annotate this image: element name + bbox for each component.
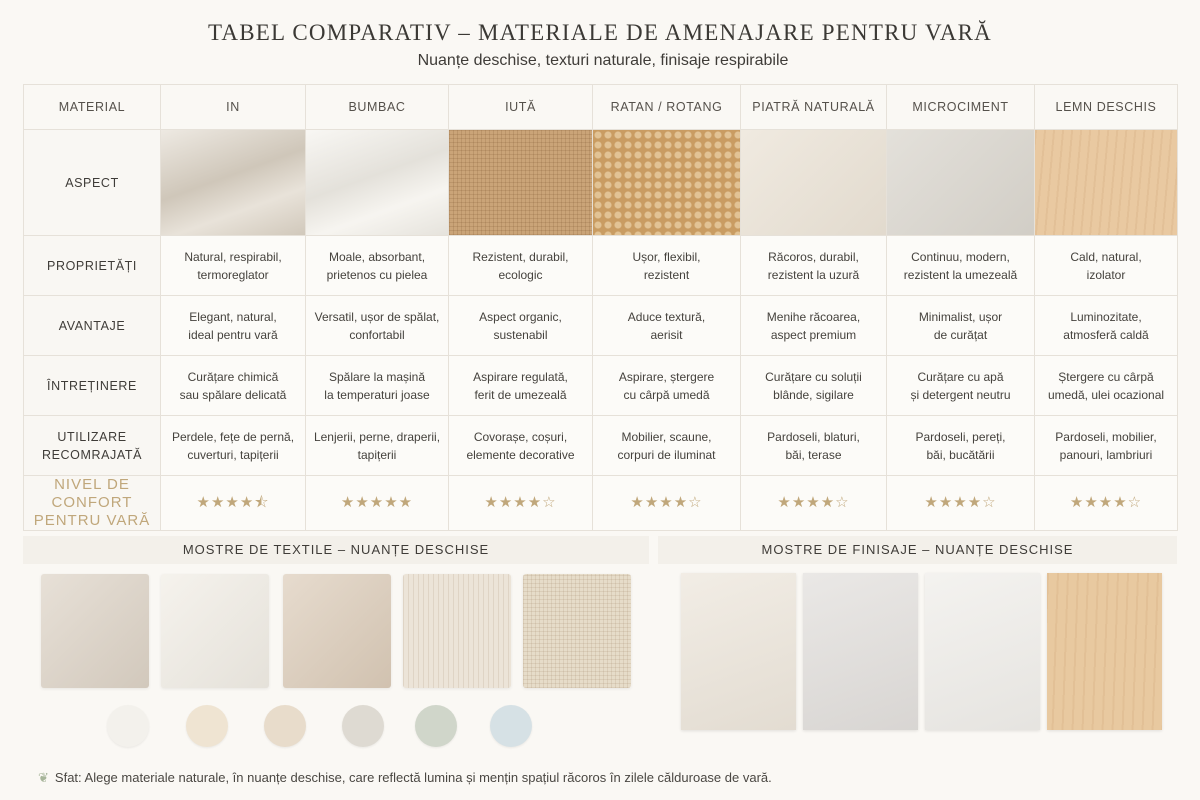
text-line: aerisit: [650, 327, 683, 342]
texture-swatch: [887, 130, 1034, 235]
star-rating: [161, 476, 306, 531]
text-line: sau spălare delicată: [179, 387, 287, 402]
table-cell: [306, 356, 449, 416]
row-label: [24, 476, 161, 531]
text-line: Versatil, ușor de spălat,: [314, 309, 440, 324]
fabric-swatch: [523, 574, 631, 688]
star-icons: ★★★★★: [340, 494, 414, 511]
table-cell: [1035, 356, 1178, 416]
text-line: Covorașe, coșuri,: [473, 429, 568, 444]
text-line: izolator: [1086, 267, 1126, 282]
leaf-icon: ❦: [38, 770, 49, 785]
star-rating: [449, 476, 593, 531]
color-dot: [186, 705, 228, 747]
text-line: Lenjerii, perne, draperii,: [313, 429, 441, 444]
text-line: ferit de umezeală: [474, 387, 567, 402]
star-icons: ★★★★☆: [484, 494, 557, 511]
color-dot: [342, 705, 384, 747]
text-line: AVANTAJE: [58, 318, 126, 333]
text-line: și detergent neutru: [910, 387, 1011, 402]
color-dot: [107, 705, 149, 747]
texture-swatch: [593, 130, 740, 235]
aspect-cell: [741, 130, 887, 236]
column-header-material: PIATRĂ NATURALĂ: [741, 85, 887, 130]
text-line: RECOMRAJATĂ: [41, 447, 143, 462]
table-cell: [593, 296, 741, 356]
text-line: corpuri de iluminat: [617, 447, 716, 462]
finish-panel: [925, 573, 1040, 730]
table-row: [24, 356, 1178, 416]
table-cell: [161, 356, 306, 416]
text-line: blânde, sigilare: [773, 387, 854, 402]
star-rating: [1035, 476, 1178, 531]
text-line: cuverturi, tapițerii: [187, 447, 279, 462]
text-line: Curățare chimică: [187, 369, 279, 384]
text-line: UTILIZARE: [57, 429, 127, 444]
table-cell: [306, 236, 449, 296]
comfort-row: [24, 476, 1178, 531]
column-header-material: RATAN / ROTANG: [593, 85, 741, 130]
table-row: [24, 416, 1178, 476]
text-line: Perdele, fețe de pernă,: [171, 429, 295, 444]
finish-panel: [803, 573, 918, 730]
text-line: Curățare cu apă: [917, 369, 1004, 384]
row-label: [24, 296, 161, 356]
text-line: sustenabil: [493, 327, 548, 342]
column-header-material: MICROCIMENT: [887, 85, 1035, 130]
text-line: rezistent la umezeală: [903, 267, 1018, 282]
aspect-cell: [1035, 130, 1178, 236]
text-line: Cald, natural,: [1070, 249, 1142, 264]
text-line: Luminozitate,: [1070, 309, 1142, 324]
aspect-cell: [593, 130, 741, 236]
text-line: băi, terase: [785, 447, 842, 462]
table-cell: [1035, 296, 1178, 356]
column-header-material: MATERIAL: [24, 85, 161, 130]
text-line: Moale, absorbant,: [328, 249, 426, 264]
finish-panel: [1047, 573, 1162, 730]
text-line: Menihe răcoarea,: [766, 309, 861, 324]
color-dot: [264, 705, 306, 747]
row-label: [24, 236, 161, 296]
column-header-material: IN: [161, 85, 306, 130]
text-line: Pardoseli, mobilier,: [1055, 429, 1157, 444]
fabric-swatch: [403, 574, 511, 688]
star-rating: [741, 476, 887, 531]
text-line: aspect premium: [770, 327, 857, 342]
text-line: Elegant, natural,: [189, 309, 277, 324]
text-line: confortabil: [349, 327, 405, 342]
fabric-swatch: [283, 574, 391, 688]
row-label: [24, 416, 161, 476]
text-line: Mobilier, scaune,: [621, 429, 712, 444]
aspect-cell: [449, 130, 593, 236]
text-line: Pardoseli, blaturi,: [767, 429, 860, 444]
text-line: Pardoseli, pereți,: [915, 429, 1006, 444]
table-cell: [887, 356, 1035, 416]
star-icons: ★★★★☆: [1069, 494, 1143, 511]
table-cell: [449, 296, 593, 356]
text-line: ecologic: [498, 267, 543, 282]
column-header-material: BUMBAC: [306, 85, 449, 130]
text-line: Ștergere cu cârpă: [1058, 369, 1154, 384]
text-line: Aspect organic,: [479, 309, 562, 324]
table-cell: [593, 356, 741, 416]
table-cell: [1035, 416, 1178, 476]
header-row: [24, 85, 1178, 130]
aspect-cell: [887, 130, 1035, 236]
finish-samples-header: MOSTRE DE FINISAJE – NUANȚE DESCHISE: [658, 536, 1177, 564]
column-header-material: IUTĂ: [449, 85, 593, 130]
aspect-row: [24, 130, 1178, 236]
fabric-swatch: [161, 574, 269, 688]
table-cell: [741, 296, 887, 356]
text-line: PROPRIETĂȚI: [47, 258, 137, 273]
table-cell: [449, 416, 593, 476]
text-line: prietenos cu pielea: [326, 267, 428, 282]
finish-panel: [681, 573, 796, 730]
text-line: Spălare la mașină: [328, 369, 426, 384]
texture-swatch: [449, 130, 592, 235]
text-line: umedă, ulei ocazional: [1047, 387, 1165, 402]
text-line: NIVEL DE CONFORT: [51, 476, 133, 511]
table-cell: [449, 236, 593, 296]
fabric-swatch: [41, 574, 149, 688]
table-cell: [161, 416, 306, 476]
text-line: termoreglator: [197, 267, 269, 282]
comparison-table: [23, 84, 1178, 531]
table-cell: [1035, 236, 1178, 296]
table-cell: [593, 236, 741, 296]
table-cell: [306, 296, 449, 356]
text-line: băi, bucătării: [926, 447, 995, 462]
text-line: Ușor, flexibil,: [632, 249, 701, 264]
text-line: Minimalist, ușor: [918, 309, 1003, 324]
texture-swatch: [741, 130, 886, 235]
aspect-cell: [161, 130, 306, 236]
star-rating: [593, 476, 741, 531]
text-line: rezistent la uzură: [767, 267, 860, 282]
color-dot: [415, 705, 457, 747]
row-label: ASPECT: [24, 130, 161, 236]
text-line: Curățare cu soluții: [765, 369, 862, 384]
column-header-material: LEMN DESCHIS: [1035, 85, 1178, 130]
table-cell: [741, 416, 887, 476]
text-line: ÎNTREȚINERE: [47, 378, 137, 393]
table-cell: [593, 416, 741, 476]
texture-swatch: [306, 130, 448, 235]
text-line: tapițerii: [357, 447, 397, 462]
text-line: cu cârpă umedă: [623, 387, 710, 402]
color-dot: [490, 705, 532, 747]
text-line: Răcoros, durabil,: [768, 249, 859, 264]
star-rating: [306, 476, 449, 531]
table-cell: [161, 296, 306, 356]
text-line: Aduce textură,: [627, 309, 706, 324]
table-cell: [887, 236, 1035, 296]
text-line: elemente decorative: [466, 447, 575, 462]
row-label: [24, 356, 161, 416]
star-rating: [887, 476, 1035, 531]
table-cell: [741, 236, 887, 296]
page-title: TABEL COMPARATIV – MATERIALE DE AMENAJARE PENTRU VARĂ: [208, 20, 992, 45]
star-icons: ★★★★⯪: [196, 494, 270, 511]
table-cell: [306, 416, 449, 476]
table-cell: [887, 416, 1035, 476]
star-icons: ★★★★☆: [777, 494, 850, 511]
text-line: PENTRU VARĂ: [33, 512, 151, 529]
text-line: Continuu, modern,: [911, 249, 1010, 264]
table-row: [24, 296, 1178, 356]
table-row: [24, 236, 1178, 296]
table-cell: [741, 356, 887, 416]
text-line: Natural, respirabil,: [184, 249, 282, 264]
texture-swatch: [1035, 130, 1177, 235]
tip-text: Sfat: Alege materiale naturale, în nuanțe deschise, care reflectă lumina și mențin spațiul răcoros în zilele călduroase de vară.: [54, 770, 772, 785]
text-line: panouri, lambriuri: [1059, 447, 1153, 462]
tip-line: [38, 770, 772, 786]
text-line: atmosferă caldă: [1063, 327, 1149, 342]
text-line: la temperaturi joase: [324, 387, 430, 402]
texture-swatch: [161, 130, 305, 235]
text-line: Aspirare, ștergere: [618, 369, 715, 384]
text-line: Rezistent, durabil,: [472, 249, 569, 264]
aspect-cell: [306, 130, 449, 236]
star-icons: ★★★★☆: [924, 494, 997, 511]
page-subtitle: Nuanțe deschise, texturi naturale, finisaje respirabile: [417, 52, 789, 69]
star-icons: ★★★★☆: [630, 494, 703, 511]
text-line: Aspirare regulată,: [473, 369, 568, 384]
text-line: ideal pentru vară: [188, 327, 278, 342]
text-line: de curățat: [933, 327, 988, 342]
table-cell: [161, 236, 306, 296]
table-cell: [449, 356, 593, 416]
textile-samples-header: MOSTRE DE TEXTILE – NUANȚE DESCHISE: [23, 536, 649, 564]
table-cell: [887, 296, 1035, 356]
text-line: rezistent: [643, 267, 690, 282]
